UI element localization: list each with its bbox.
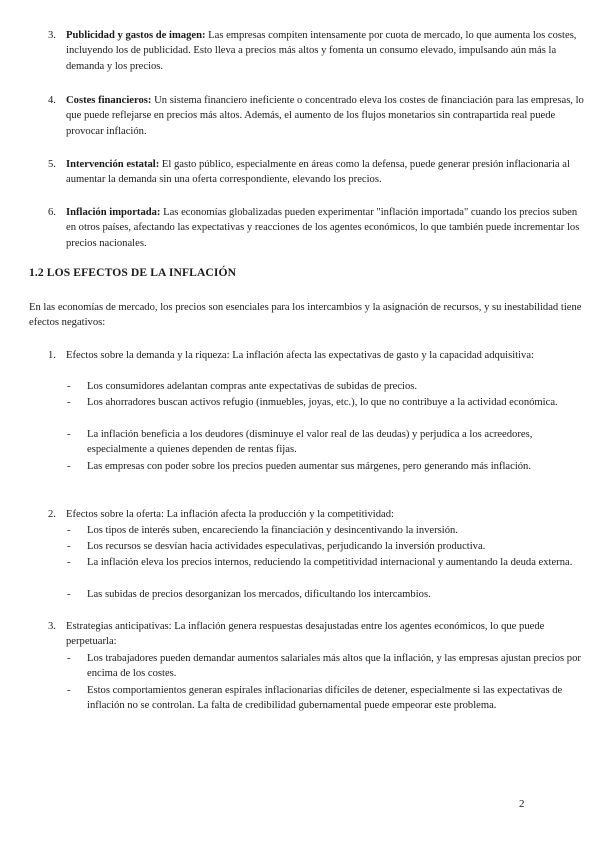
list-item [66,157,588,188]
list-item-number: 3. [48,30,56,41]
bullet-dash: - [67,429,71,440]
effect-title: Efectos sobre la oferta: La inflación afecta la producción y la competitividad: [66,509,394,520]
list-item-number: 6. [48,207,56,218]
list-item-number: 4. [48,95,56,106]
bullet-dash: - [67,541,71,552]
bullet-item: Las empresas con poder sobre los precios pueden aumentar sus márgenes, pero generando más inflación. [87,461,532,472]
bullet-item: Los ahorradores buscan activos refugio (inmuebles, joyas, etc.), lo que no contribuye a la actividad económica. [87,397,558,408]
list-item [66,28,588,74]
effect-title: Efectos sobre la demanda y la riqueza: La inflación afecta las expectativas de gasto y la capacidad adquisitiva: [66,350,534,361]
list-item-number: 5. [48,159,56,170]
list-item-title: Publicidad y gastos de imagen: [66,30,206,41]
list-item-title: Intervención estatal: [66,159,160,170]
list-item [66,205,588,251]
bullet-item: Los trabajadores pueden demandar aumentos salariales más altos que la inflación, y las empresas ajustan precios por encima de los costes. [87,653,581,680]
list-item-text: Un sistema financiero ineficiente o concentrado eleva los costes de financiación para las empresas, lo que puede reflejarse en precios más altos. Además, el aumento de los flujos monetarios sin contrapartida real puede provocar inflación. [66,95,584,137]
bullet-item: Los tipos de interés suben, encareciendo la financiación y desincentivando la inversión. [87,525,458,536]
section-heading: 1.2 LOS EFECTOS DE LA INFLACIÓN [29,266,237,279]
bullet-item: Las subidas de precios desorganizan los mercados, dificultando los intercambios. [87,589,431,600]
list-item [66,93,588,139]
effect-number: 3. [48,621,56,632]
bullet-item: Los recursos se desvían hacia actividades especulativas, perjudicando la inversión productiva. [87,541,486,552]
bullet-dash: - [67,685,71,696]
bullet-dash: - [67,461,71,472]
bullet-dash: - [67,525,71,536]
effect-title: Estrategias anticipativas: La inflación genera respuestas desajustadas entre los agentes económicos, lo que puede perpetuarla: [66,621,545,648]
bullet-dash: - [67,397,71,408]
bullet-dash: - [67,557,71,568]
bullet-item: La inflación eleva los precios internos, reduciendo la competitividad internacional y aumentando la deuda externa. [87,557,573,568]
page-number: 2 [519,798,525,810]
bullet-dash: - [67,589,71,600]
list-item-title: Costes financieros: [66,95,152,106]
bullet-item: Estos comportamientos generan espirales inflacionarias difíciles de detener, especialmente si las expectativas de inflación no se controlan. La falta de credibilidad gubernamental puede empeorar este problema. [87,685,563,712]
list-item-text: Las economías globalizadas pueden experimentar "inflación importada" cuando los precios suben en otros países, afectando las expectativas y reacciones de los agentes económicos, lo que también puede incrementar los precios nacionales. [66,207,580,249]
list-item-text: El gasto público, especialmente en áreas como la defensa, puede generar presión inflacionaria al aumentar la demanda sin una oferta correspondiente, elevando los precios. [66,159,570,186]
bullet-item: La inflación beneficia a los deudores (disminuye el valor real de las deudas) y perjudica a los acreedores, especialmente a quienes dependen de rentas fijas. [87,429,533,456]
intro-paragraph: En las economías de mercado, los precios son esenciales para los intercambios y la asignación de recursos, y su inestabilidad tiene efectos negativos: [29,302,582,329]
bullet-dash: - [67,381,71,392]
list-item-title: Inflación importada: [66,207,161,218]
list-item-text: Las empresas compiten intensamente por cuota de mercado, lo que aumenta los costes, incluyendo los de publicidad. Esto lleva a precios más altos y fomenta un consumo elevado, impulsando aún más la demanda y los precios. [66,30,577,72]
bullet-dash: - [67,653,71,664]
effect-number: 2. [48,509,56,520]
effect-number: 1. [48,350,56,361]
bullet-item: Los consumidores adelantan compras ante expectativas de subidas de precios. [87,381,418,392]
